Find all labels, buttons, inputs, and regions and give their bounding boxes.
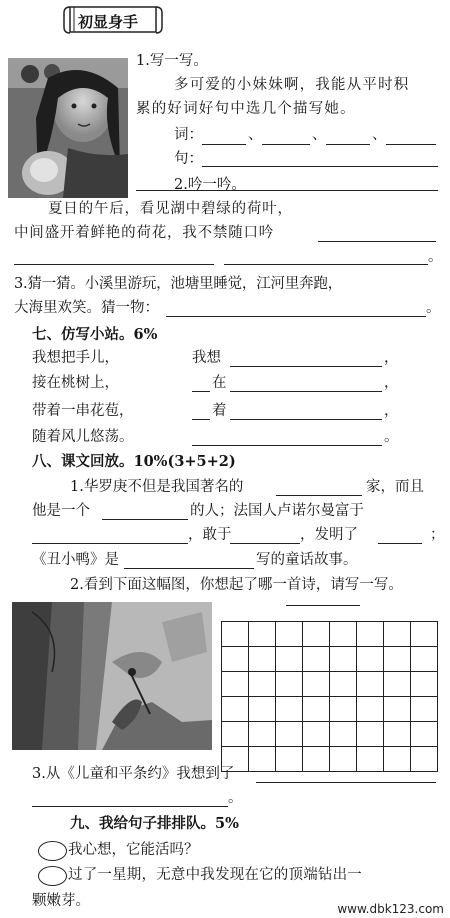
grid-row: [222, 697, 438, 722]
q2-text-line1: 夏日的午后，看见湖中碧绿的荷叶，: [48, 201, 293, 217]
grid-cell[interactable]: [357, 672, 384, 697]
grid-cell[interactable]: [411, 622, 438, 647]
grid-cell[interactable]: [276, 647, 303, 672]
poem-blank-1[interactable]: [318, 241, 436, 242]
poem-line-4: 随着风儿悠荡。: [32, 429, 134, 445]
poem-line-1: 我想把手儿，: [32, 350, 119, 366]
grid-cell[interactable]: [357, 747, 384, 772]
comma: ，: [384, 350, 399, 366]
grid-cell[interactable]: [222, 622, 249, 647]
blank-person-trait[interactable]: [102, 519, 188, 520]
grid-row: [222, 722, 438, 747]
sentence-blank-1[interactable]: [202, 166, 438, 167]
order-bubble-1[interactable]: [38, 841, 67, 861]
grid-cell[interactable]: [222, 697, 249, 722]
word-blank-1[interactable]: [202, 144, 246, 145]
grid-cell[interactable]: [330, 747, 357, 772]
period: 。: [384, 429, 399, 445]
grid-cell[interactable]: [276, 672, 303, 697]
s8-q2-text: 2.看到下面这幅图，你想起了哪一首诗，请写一写。: [70, 577, 403, 593]
grid-cell[interactable]: [303, 647, 330, 672]
s8-q1-text-e: ，敢于: [188, 527, 232, 543]
grid-cell[interactable]: [357, 622, 384, 647]
grid-cell[interactable]: [276, 747, 303, 772]
order-bubble-2[interactable]: [38, 866, 67, 886]
grid-cell[interactable]: [384, 622, 411, 647]
grid-cell[interactable]: [249, 647, 276, 672]
section9-title: 九、我给句子排排队。5%: [70, 815, 239, 832]
imitation-blank-2a[interactable]: [192, 391, 210, 392]
grid-cell[interactable]: [330, 672, 357, 697]
poem-line-2: 接在桃树上，: [32, 375, 119, 391]
grid-cell[interactable]: [249, 697, 276, 722]
q2-title: 2.吟一吟。: [174, 177, 246, 193]
s9-item2: 过了一星期，无意中我发现在它的顶端钻出一: [68, 867, 362, 883]
blank-ugly-duckling-author[interactable]: [124, 568, 254, 569]
grid-cell[interactable]: [276, 622, 303, 647]
separator: 、: [372, 127, 387, 143]
word-blank-2[interactable]: [262, 144, 310, 145]
grid-cell[interactable]: [222, 672, 249, 697]
watermark: www.dbk123.com: [337, 902, 444, 916]
period: 。: [428, 249, 443, 265]
period: 。: [426, 300, 441, 316]
poem-title-blank[interactable]: [286, 605, 360, 606]
s8-q3-text: 3.从《儿童和平条约》我想到了: [32, 766, 235, 782]
comma: ，: [384, 403, 399, 419]
s8-q1-text-i: 写的童话故事。: [256, 552, 358, 568]
imitation-blank-3b[interactable]: [230, 419, 382, 420]
grid-cell[interactable]: [384, 697, 411, 722]
grid-cell[interactable]: [357, 722, 384, 747]
s8-q1-text-f: ，发明了: [300, 527, 358, 543]
grid-cell[interactable]: [330, 647, 357, 672]
imitation-blank-2b[interactable]: [230, 391, 382, 392]
s8-q1-text-c: 他是一个: [32, 503, 90, 519]
separator: 、: [248, 127, 263, 143]
writing-grid[interactable]: [221, 621, 438, 772]
grid-cell[interactable]: [411, 722, 438, 747]
grid-cell[interactable]: [411, 672, 438, 697]
q3-text-line1: 3.猜一猜。小溪里游玩，池塘里睡觉，江河里奔跑，: [14, 276, 343, 292]
q1-title: 1.写一写。: [136, 53, 208, 69]
q1-ci-label: 词：: [174, 127, 203, 143]
word-blank-4[interactable]: [386, 144, 436, 145]
grid-cell[interactable]: [303, 697, 330, 722]
poem-line-3-prompt: 着: [212, 403, 227, 419]
imitation-blank-1[interactable]: [230, 366, 382, 367]
q1-text-line2: 累的好词好句中选几个描写她。: [136, 101, 356, 117]
s8-q1-text-b: 家，而且: [366, 479, 424, 495]
thought-blank-1[interactable]: [256, 782, 436, 783]
grid-cell[interactable]: [384, 672, 411, 697]
semicolon: ；: [430, 527, 445, 543]
q1-ju-label: 句：: [174, 151, 203, 167]
grid-cell[interactable]: [303, 747, 330, 772]
grid-cell[interactable]: [249, 747, 276, 772]
q1-text-line1: 多可爱的小妹妹啊，我能从平时积: [174, 77, 410, 93]
poem-line-2-prompt: 在: [212, 375, 227, 391]
grid-row: [222, 622, 438, 647]
thought-blank-2[interactable]: [32, 806, 228, 807]
grid-cell[interactable]: [222, 722, 249, 747]
period: 。: [228, 790, 243, 806]
grid-cell[interactable]: [330, 697, 357, 722]
poem-line-3: 带着一串花苞，: [32, 403, 134, 419]
section7-title: 七、仿写小站。6%: [32, 326, 158, 343]
grid-cell[interactable]: [249, 672, 276, 697]
grid-row: [222, 647, 438, 672]
s8-q1-text-d: 的人；法国人卢诺尔曼富于: [190, 503, 364, 519]
blank-dare-to[interactable]: [230, 543, 300, 544]
s8-q1-text-a: 1.华罗庚不但是我国著名的: [70, 479, 244, 495]
q2-text-line2: 中间盛开着鲜艳的荷花，我不禁随口吟: [14, 225, 275, 241]
poem-blank-3[interactable]: [224, 264, 428, 265]
grid-cell[interactable]: [222, 647, 249, 672]
poem-blank-2[interactable]: [14, 264, 214, 265]
imitation-blank-4[interactable]: [192, 445, 382, 446]
grid-row: [222, 747, 438, 772]
section-banner: [62, 4, 164, 36]
comma: ，: [384, 375, 399, 391]
grid-cell[interactable]: [357, 697, 384, 722]
q3-text-line2: 大海里欢笑。猜一物：: [14, 300, 159, 316]
poem-line-1-prompt: 我想: [192, 350, 221, 366]
ink-painting-image: [12, 602, 212, 750]
word-blank-3[interactable]: [326, 144, 370, 145]
grid-cell[interactable]: [303, 622, 330, 647]
girl-photo: [8, 58, 128, 198]
grid-cell[interactable]: [411, 697, 438, 722]
grid-cell[interactable]: [249, 722, 276, 747]
grid-cell[interactable]: [303, 722, 330, 747]
riddle-answer-blank[interactable]: [166, 316, 426, 317]
grid-cell[interactable]: [384, 747, 411, 772]
s9-item2-cont: 颗嫩芽。: [32, 893, 90, 909]
grid-cell[interactable]: [384, 722, 411, 747]
grid-cell[interactable]: [276, 697, 303, 722]
grid-cell[interactable]: [249, 622, 276, 647]
grid-cell[interactable]: [330, 722, 357, 747]
section8-title: 八、课文回放。10%(3+5+2): [32, 453, 236, 470]
blank-invention[interactable]: [378, 543, 422, 544]
banner-label: 初显身手: [78, 13, 139, 31]
grid-cell[interactable]: [303, 672, 330, 697]
imitation-blank-3a[interactable]: [192, 419, 210, 420]
s9-item1: 我心想，它能活吗？: [68, 842, 199, 858]
s8-q1-text-h: 《丑小鸭》是: [32, 552, 119, 568]
grid-cell[interactable]: [276, 722, 303, 747]
separator: 、: [312, 127, 327, 143]
grid-row: [222, 672, 438, 697]
grid-cell[interactable]: [384, 647, 411, 672]
grid-cell[interactable]: [411, 647, 438, 672]
blank-lunuoerman-trait[interactable]: [32, 543, 188, 544]
grid-cell[interactable]: [411, 747, 438, 772]
grid-cell[interactable]: [330, 622, 357, 647]
grid-cell[interactable]: [357, 647, 384, 672]
blank-scientist-field[interactable]: [276, 495, 362, 496]
